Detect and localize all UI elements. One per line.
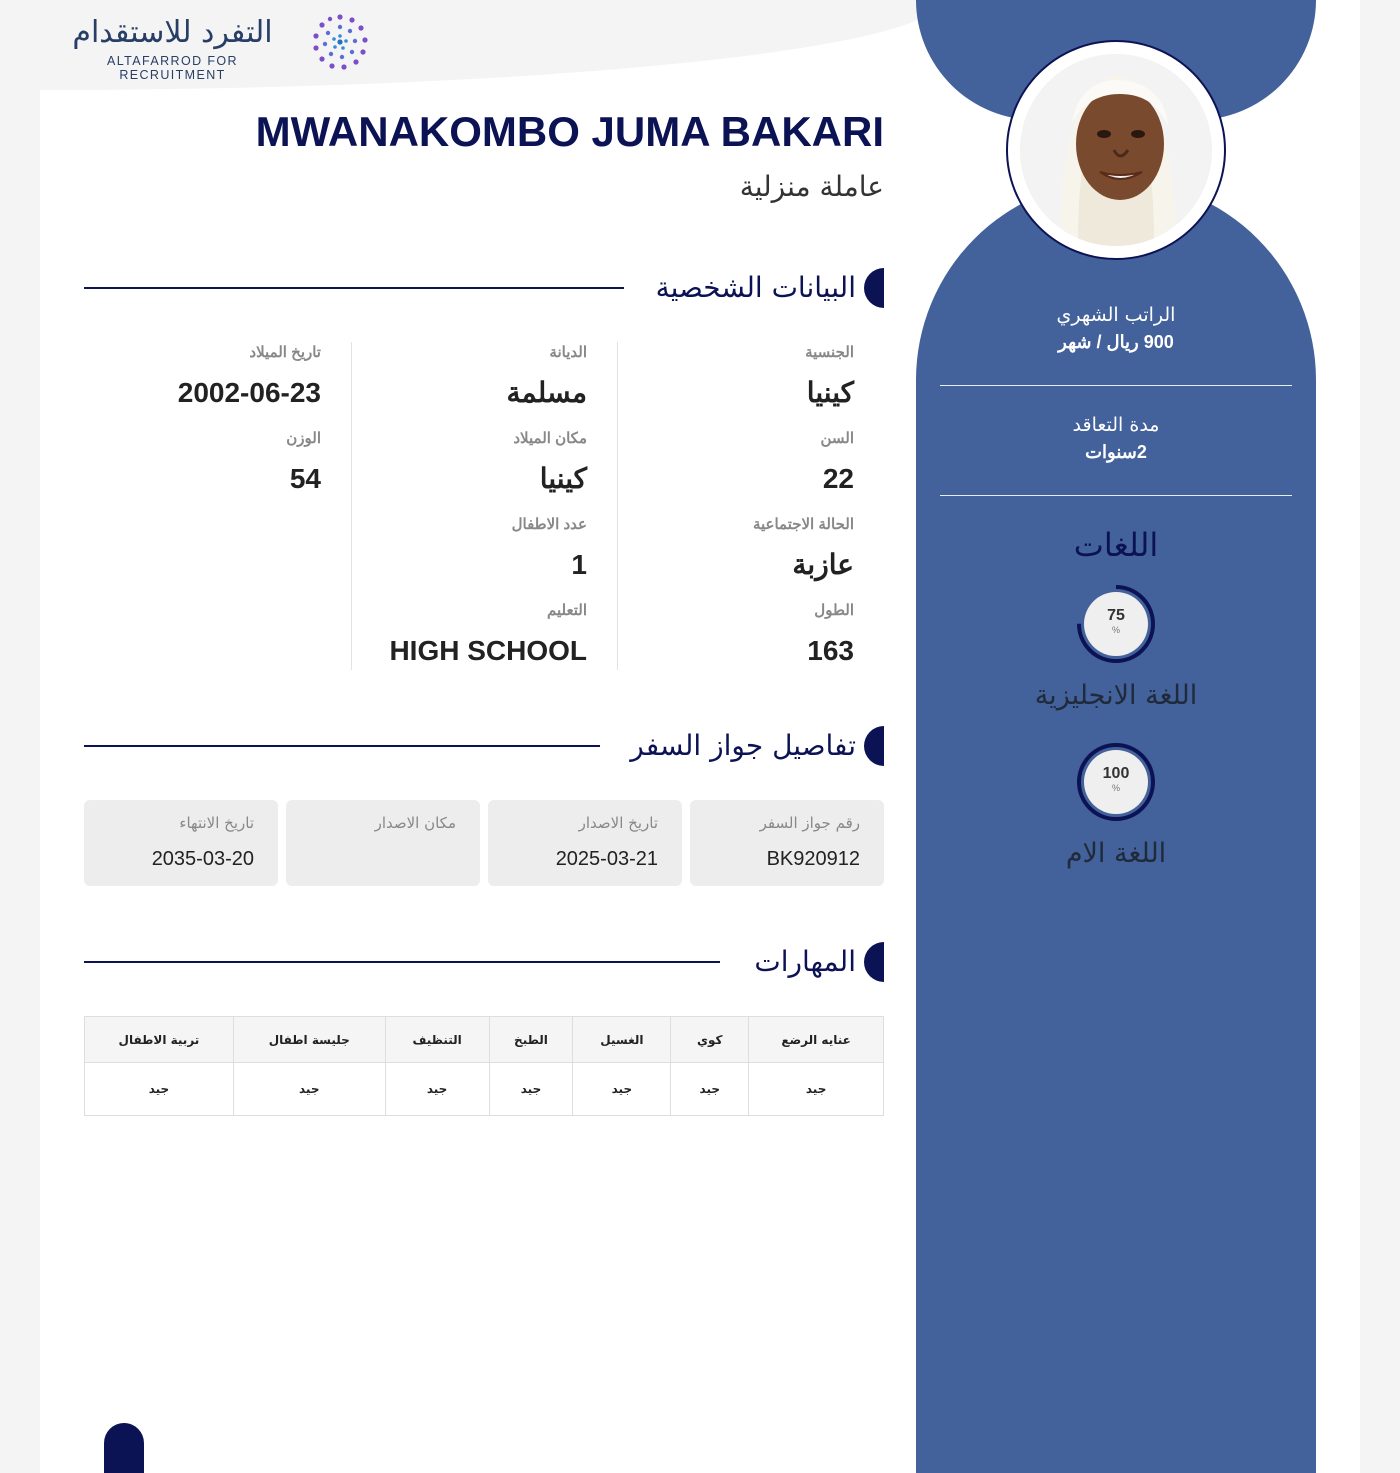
field-label: تاريخ الميلاد <box>249 344 321 361</box>
field-label: عدد الاطفال <box>511 516 587 533</box>
table-header-cell: الطبخ <box>489 1017 573 1063</box>
field-value: 163 <box>807 635 854 666</box>
field-nationality <box>805 342 854 410</box>
skills-table <box>84 1016 884 1116</box>
logo-dots-icon <box>312 14 368 70</box>
personal-column-right <box>618 342 884 670</box>
salary-block <box>940 302 1292 356</box>
field-label: التعليم <box>547 602 587 619</box>
passport-expiry-date-card <box>84 800 278 886</box>
personal-column-middle <box>351 342 618 670</box>
table-cell: جيد <box>489 1063 573 1116</box>
language-gauge <box>1076 742 1156 822</box>
personal-column-left <box>84 342 351 670</box>
sidebar-body <box>916 180 1316 1473</box>
sidebar <box>916 0 1316 1473</box>
percent-unit: % <box>1111 625 1120 635</box>
field-children <box>512 514 587 582</box>
contract-value: 2سنوات <box>1085 442 1147 462</box>
field-value: 1 <box>571 549 587 580</box>
language-name: اللغة الانجليزية <box>1034 680 1198 711</box>
card-label: تاريخ الانتهاء <box>179 814 254 832</box>
field-value: 2002-06-23 <box>177 377 321 408</box>
field-value: 22 <box>822 463 854 494</box>
logo-english-name: ALTAFARROD FOR RECRUITMENT <box>107 54 238 82</box>
photo-frame <box>1006 40 1226 260</box>
field-label: الديانة <box>549 344 587 361</box>
table-cell: جيد <box>749 1063 884 1116</box>
passport-number-card <box>690 800 884 886</box>
field-religion <box>507 342 587 410</box>
job-title: عاملة منزلية <box>739 170 884 203</box>
section-header-personal <box>84 268 884 308</box>
company-logo <box>60 14 360 82</box>
section-rule <box>84 287 624 289</box>
gauge-center <box>1084 592 1148 656</box>
field-label: الطول <box>814 602 854 619</box>
candidate-photo-image <box>1020 54 1212 246</box>
salary-label: الراتب الشهري <box>1056 304 1176 326</box>
section-rule <box>84 745 600 747</box>
table-header-cell: عنايه الرضع <box>749 1017 884 1063</box>
sidebar-divider <box>940 385 1292 386</box>
candidate-name: MWANAKOMBO JUMA BAKARI <box>255 108 884 155</box>
passport-issue-date-card <box>488 800 682 886</box>
contract-label: مدة التعاقد <box>1072 414 1160 436</box>
field-value: كينيا <box>806 377 854 408</box>
section-title: البيانات الشخصية <box>655 271 856 304</box>
cv-page <box>40 0 1360 1473</box>
gauge-center <box>1084 750 1148 814</box>
card-value: 2025-03-21 <box>555 848 658 870</box>
table-cell: جيد <box>671 1063 749 1116</box>
passport-issue-place-card <box>286 800 480 886</box>
table-header-cell: الغسيل <box>573 1017 671 1063</box>
section-rule <box>84 961 720 963</box>
language-percent: 75 <box>1107 607 1125 624</box>
field-label: السن <box>820 430 854 447</box>
field-birth-place <box>513 428 587 496</box>
field-height <box>807 600 854 668</box>
field-value: مسلمة <box>506 377 587 408</box>
field-label: الحالة الاجتماعية <box>752 516 854 533</box>
languages-title: اللغات <box>1073 526 1159 564</box>
language-percent: 100 <box>1102 765 1130 782</box>
table-cell: جيد <box>573 1063 671 1116</box>
field-value: عازبة <box>792 549 854 580</box>
card-label: رقم جواز السفر <box>759 814 860 832</box>
language-gauge <box>1076 584 1156 664</box>
field-value: HIGH SCHOOL <box>389 635 587 666</box>
table-header-cell: التنظيف <box>385 1017 489 1063</box>
salary-value: 900 ريال / شهر <box>1058 332 1174 352</box>
field-value: كينيا <box>539 463 587 494</box>
candidate-photo <box>1020 54 1212 246</box>
table-cell: جيد <box>85 1063 234 1116</box>
footer-marker <box>104 1423 144 1473</box>
field-education <box>389 600 587 668</box>
language-name: اللغة الام <box>1065 838 1167 869</box>
section-marker <box>864 942 884 982</box>
card-value: 2035-03-20 <box>151 848 254 870</box>
logo-arabic-name: التفرد للاستقدام <box>72 15 273 50</box>
section-header-skills <box>84 942 884 982</box>
card-label: تاريخ الاصدار <box>578 814 658 832</box>
section-header-passport <box>84 726 884 766</box>
contract-block <box>940 412 1292 466</box>
sidebar-divider <box>940 495 1292 496</box>
table-row <box>85 1063 884 1116</box>
table-header-cell: كوي <box>671 1017 749 1063</box>
section-title: المهارات <box>754 945 856 978</box>
table-cell: جيد <box>233 1063 385 1116</box>
table-header-cell: جليسة اطفال <box>233 1017 385 1063</box>
field-birth-date <box>178 342 321 410</box>
field-weight <box>286 428 321 496</box>
field-age <box>820 428 854 496</box>
card-value: BK920912 <box>766 848 860 870</box>
field-label: مكان الميلاد <box>513 430 587 447</box>
table-header-row <box>85 1017 884 1063</box>
section-marker <box>864 268 884 308</box>
table-cell: جيد <box>385 1063 489 1116</box>
table-header-cell: تربية الاطفال <box>85 1017 234 1063</box>
field-label: الوزن <box>286 430 321 447</box>
field-marital-status <box>753 514 854 582</box>
percent-unit: % <box>1111 783 1120 793</box>
section-title: تفاصيل جواز السفر <box>630 729 856 762</box>
section-marker <box>864 726 884 766</box>
card-label: مكان الاصدار <box>374 814 456 832</box>
field-value: 54 <box>289 463 321 494</box>
field-label: الجنسية <box>805 344 854 361</box>
